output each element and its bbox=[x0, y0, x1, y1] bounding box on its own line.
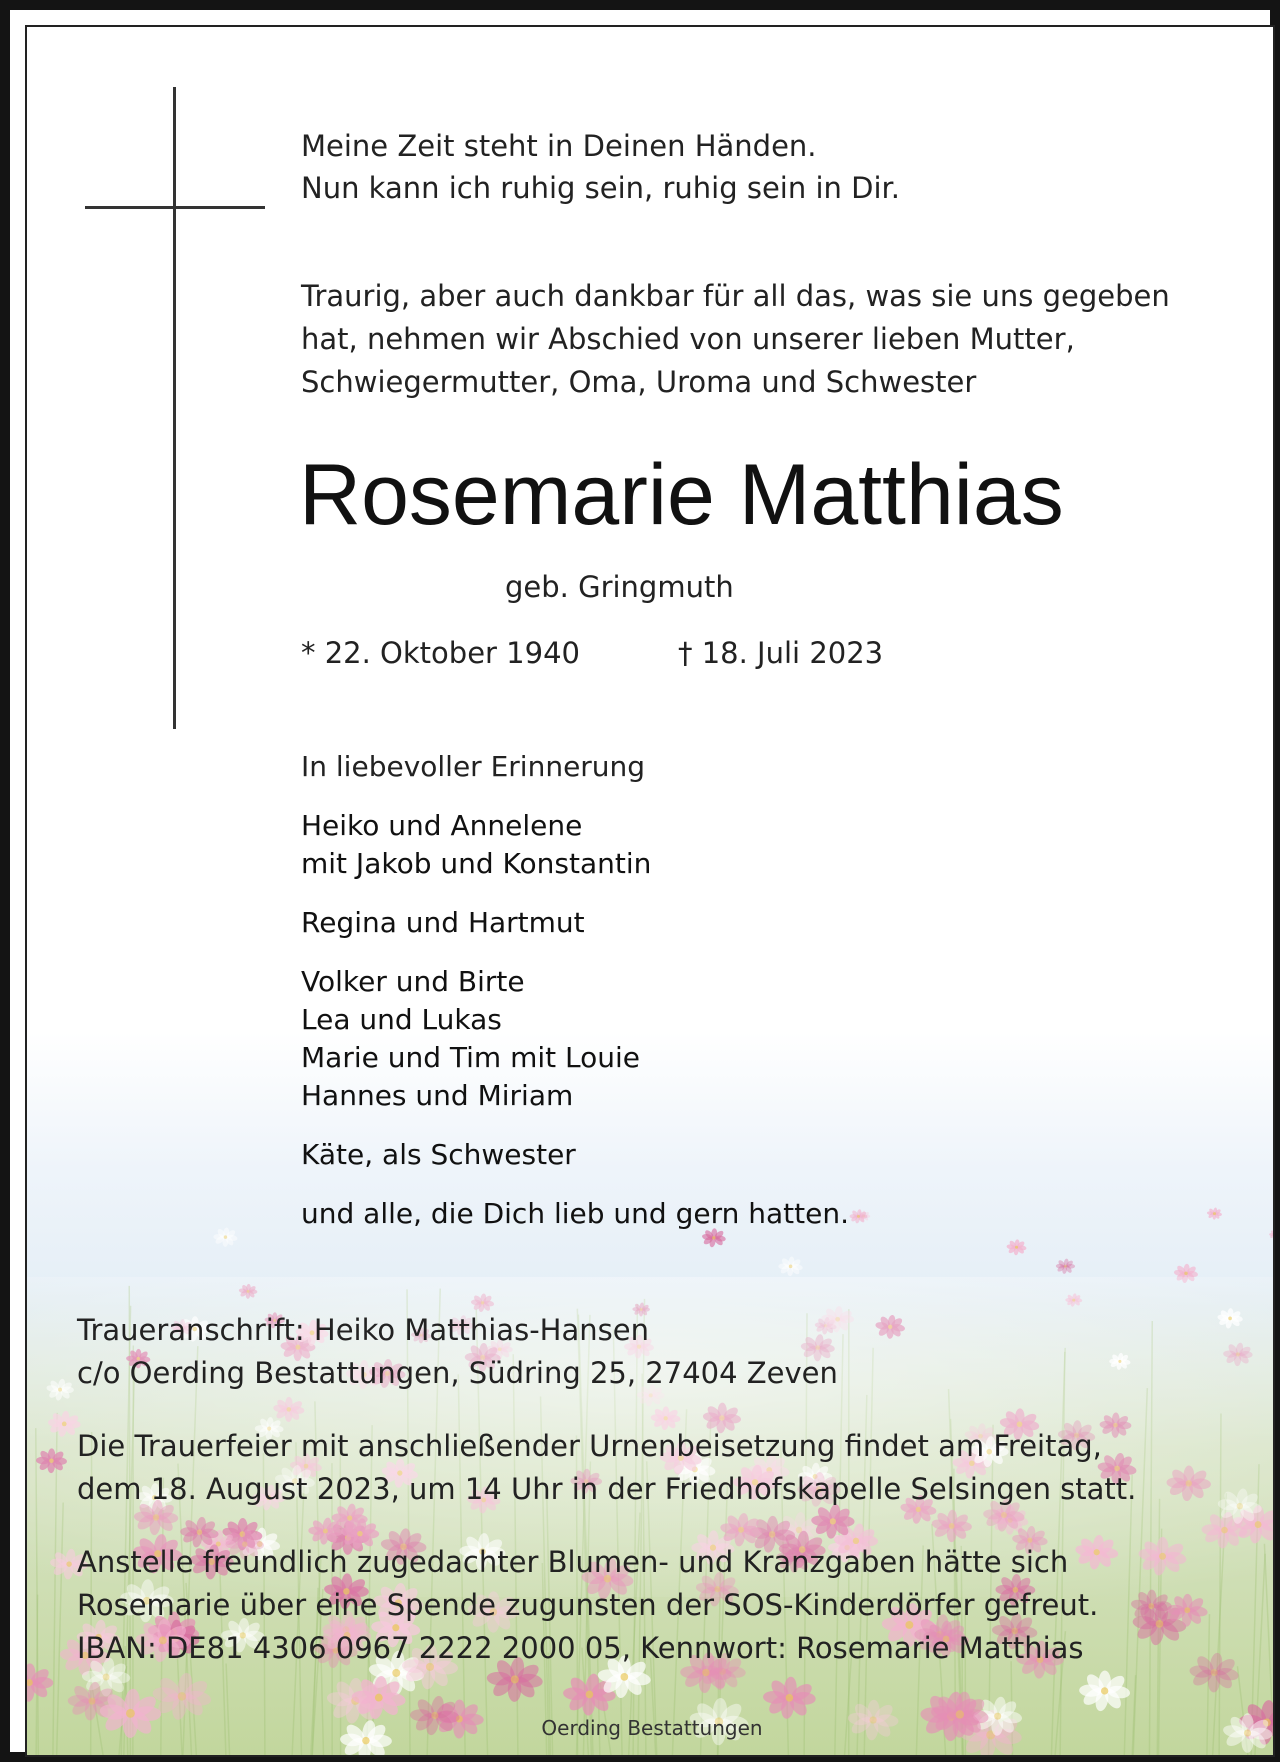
address-line: Traueranschrift: Heiko Matthias-Hansen bbox=[77, 1313, 649, 1347]
bible-verse bbox=[301, 125, 900, 209]
intro-line: Schwiegermutter, Oma, Uroma und Schwester bbox=[301, 365, 977, 399]
mourner-line: Marie und Tim mit Louie bbox=[301, 1041, 641, 1074]
donation-line: Anstelle freundlich zugedachter Blumen- und Kranzgaben hätte sich bbox=[77, 1545, 1069, 1579]
mourner-line: Volker und Birte bbox=[301, 965, 525, 998]
mourner-group bbox=[301, 807, 849, 883]
memory-line: In liebevoller Erinnerung bbox=[301, 750, 646, 783]
mourner-line: Regina und Hartmut bbox=[301, 906, 585, 939]
mourner-line: Lea und Lukas bbox=[301, 1003, 502, 1036]
service-line: dem 18. August 2023, um 14 Uhr in der Friedhofskapelle Selsingen statt. bbox=[77, 1472, 1137, 1506]
obituary-frame-inner bbox=[25, 25, 1275, 1757]
mourner-line: mit Jakob und Konstantin bbox=[301, 847, 652, 880]
mourner-group bbox=[301, 1136, 849, 1174]
birth-date: * 22. Oktober 1940 bbox=[301, 636, 580, 670]
intro-line: hat, nehmen wir Abschied von unserer lieben Mutter, bbox=[301, 322, 1075, 356]
mourner-group bbox=[301, 963, 849, 1115]
intro-line: Traurig, aber auch dankbar für all das, was sie uns gegeben bbox=[301, 279, 1170, 313]
mourner-group bbox=[301, 904, 849, 942]
cross-vertical-bar bbox=[173, 87, 176, 729]
mourner-group bbox=[301, 1195, 849, 1233]
mourner-line: Hannes und Miriam bbox=[301, 1079, 574, 1112]
donation-request bbox=[77, 1541, 1098, 1670]
service-line: Die Trauerfeier mit anschließender Urnenbeisetzung findet am Freitag, bbox=[77, 1429, 1102, 1463]
mourning-address bbox=[77, 1309, 838, 1395]
cross-horizontal-bar bbox=[85, 206, 265, 209]
birth-name: geb. Gringmuth bbox=[505, 570, 734, 604]
donation-line: IBAN: DE81 4306 0967 2222 2000 05, Kennwort: Rosemarie Matthias bbox=[77, 1631, 1084, 1665]
verse-line: Nun kann ich ruhig sein, ruhig sein in Dir. bbox=[301, 171, 900, 205]
death-date: † 18. Juli 2023 bbox=[678, 636, 884, 670]
donation-line: Rosemarie über eine Spende zugunsten der SOS-Kinderdörfer gefreut. bbox=[77, 1588, 1099, 1622]
mourner-line: Käte, als Schwester bbox=[301, 1138, 576, 1171]
funeral-service-info bbox=[77, 1425, 1136, 1511]
mourner-line: Heiko und Annelene bbox=[301, 809, 583, 842]
mourners-list bbox=[301, 807, 849, 1254]
address-line: c/o Oerding Bestattungen, Südring 25, 27404 Zeven bbox=[77, 1356, 838, 1390]
funeral-home-credit: Oerding Bestattungen bbox=[541, 1716, 763, 1740]
mourner-line: und alle, die Dich lieb und gern hatten. bbox=[301, 1197, 849, 1230]
farewell-intro bbox=[301, 275, 1170, 404]
deceased-name: Rosemarie Matthias bbox=[299, 447, 1064, 543]
verse-line: Meine Zeit steht in Deinen Händen. bbox=[301, 129, 817, 163]
